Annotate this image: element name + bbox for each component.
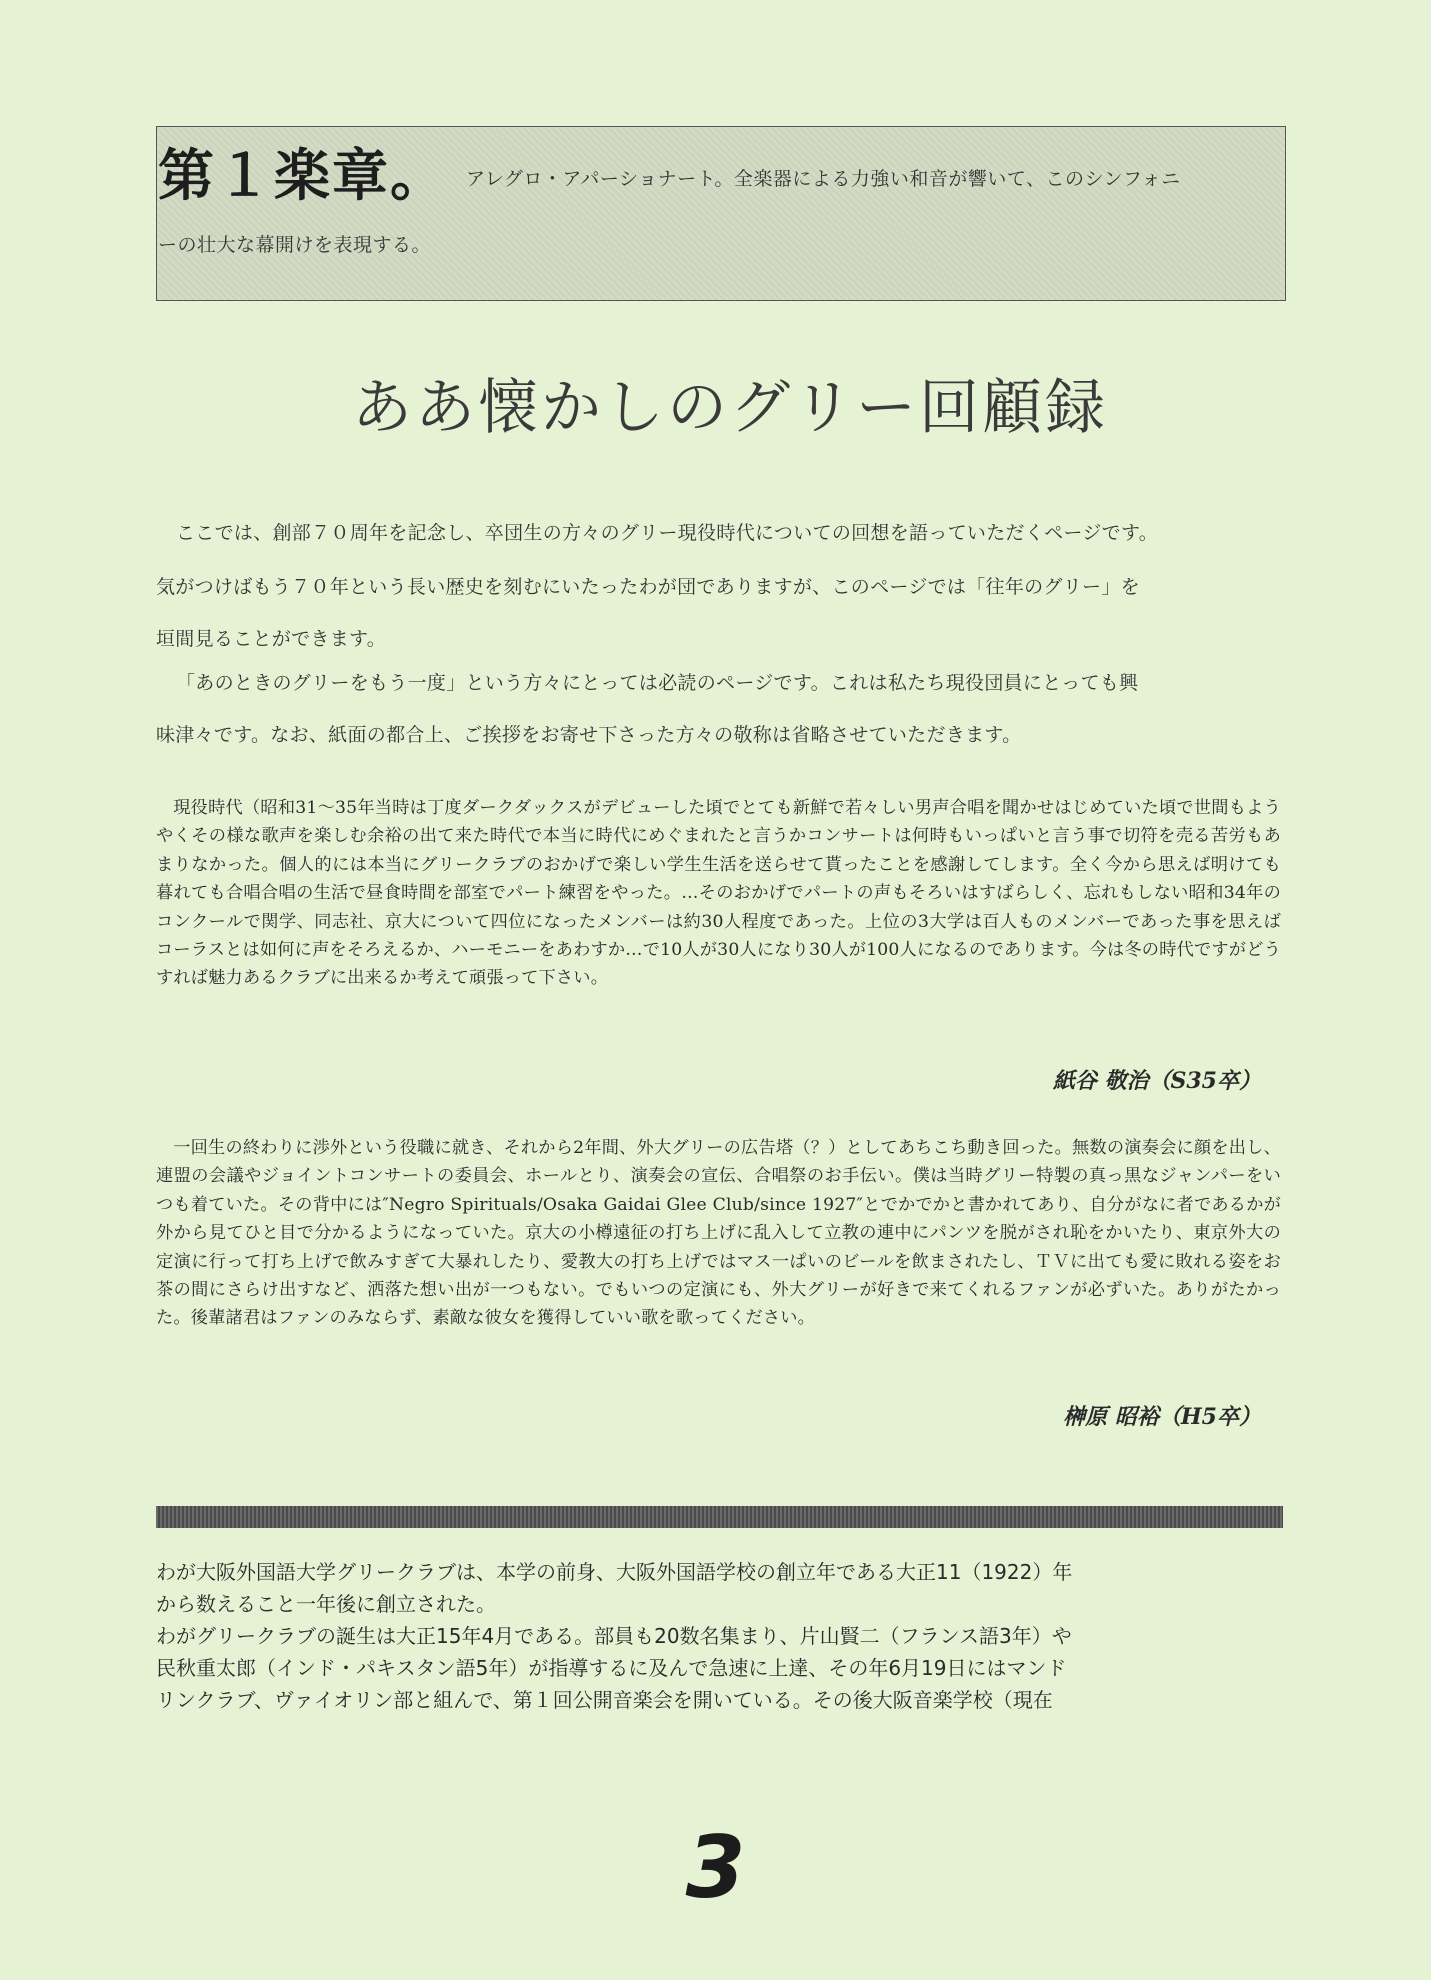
history-section — [156, 1556, 1286, 1716]
history-line: リンクラブ、ヴァイオリン部と組んで、第１回公開音楽会を開いている。その後大阪音楽学校（現在 — [156, 1688, 1053, 1712]
movement-description-line-2: ーの壮大な幕開けを表現する。 — [158, 234, 432, 256]
intro-line: ここでは、創部７０周年を記念し、卒団生の方々のグリー現役時代についての回想を語っていただくページです。 — [176, 522, 1159, 544]
intro-line: 垣間見ることができます。 — [156, 628, 387, 650]
memoir-text — [156, 794, 1281, 993]
history-line: わが大阪外国語大学グリークラブは、本学の前身、大阪外国語学校の創立年である大正11（1922）年 — [156, 1560, 1073, 1584]
memoir-author: 榊原 昭裕（H5卒） — [1063, 1404, 1261, 1430]
intro-line: 気がつけばもう７０年という長い歴史を刻むにいたったわが団でありますが、このページでは「往年のグリー」を — [156, 576, 1140, 598]
memoir-text — [156, 1134, 1281, 1333]
movement-title: 第１楽章。 — [158, 143, 448, 209]
history-line: から数えること一年後に創立された。 — [156, 1592, 496, 1616]
page-number: 3 — [685, 1818, 746, 1918]
intro-line: 味津々です。なお、紙面の都合上、ご挨拶をお寄せ下さった方々の敬称は省略させていただきます。 — [156, 724, 1022, 746]
history-line: わがグリークラブの誕生は大正15年4月である。部員も20数名集まり、片山賢二（フランス語3年）や — [156, 1624, 1072, 1648]
section-divider — [156, 1506, 1283, 1528]
movement-description-line-1: アレグロ・アパーショナート。全楽器による力強い和音が響いて、このシンフォニ — [466, 168, 1181, 190]
memoir-paragraph: 現役時代（昭和31～35年当時は丁度ダークダックスがデビューした頃でとても新鮮で若々しい男声合唱を聞かせはじめていた頃で世間もようやくその様な歌声を楽しむ余裕の出て来た時代で本当に時代にめぐまれたと言うかコンサートは何時もいっぱいと言う事で切符を売る苦労もあまりなかった。個人的には本当にグリークラブのおかげで楽しい学生生活を送らせて貰ったことを感謝してします。全く今から思えば明けても暮れても合唱合唱の生活で昼食時間を部室でパート練習をやった。…そのおかげでパートの声もそろいはすばらしく、忘れもしない昭和34年のコンクールで関学、同志社、京大について四位になったメンバーは約30人程度であった。上位の3大学は百人ものメンバーであった事を思えばコーラスとは如何に声をそろえるか、ハーモニーをあわすか…で10人が30人になり30人が100人になるのであります。今は冬の時代ですがどうすれば魅力あるクラブに出来るか考えて頑張って下さい。 — [156, 798, 1281, 989]
memoir-author: 紙谷 敬治（S35卒） — [1052, 1068, 1261, 1094]
history-line: 民秋重太郎（インド・パキスタン語5年）が指導するに及んで急速に上達、その年6月19日にはマンド — [156, 1656, 1067, 1680]
memoir-paragraph: 一回生の終わりに渉外という役職に就き、それから2年間、外大グリーの広告塔（？）としてあちこち動き回った。無数の演奏会に顔を出し、連盟の会議やジョイントコンサートの委員会、ホールとり、演奏会の宣伝、合唱祭のお手伝い。僕は当時グリー特製の真っ黒なジャンパーをいつも着ていた。その背中には″Negro Spirituals/Osaka Gaidai Glee Club/since 1927″とでかでかと書かれてあり、自分がなに者であるかが外から見てひと目で分かるようになっていた。京大の小樽遠征の打ち上げに乱入して立教の連中にパンツを脱がされ恥をかいたり、東京外大の定演に行って打ち上げで飲みすぎて大暴れしたり、愛教大の打ち上げではマス一ぱいのビールを飲まされたし、ＴＶに出ても愛に敗れる姿をお茶の間にさらけ出すなど、洒落た想い出が一つもない。でもいつの定演にも、外大グリーが好きで来てくれるファンが必ずいた。ありがたかった。後輩諸君はファンのみならず、素敵な彼女を獲得していい歌を歌ってください。 — [156, 1138, 1281, 1329]
page-title: ああ懐かしのグリー回顧録 — [352, 373, 1108, 443]
intro-line: 「あのときのグリーをもう一度」という方々にとっては必読のページです。これは私たち現役団員にとっても興 — [176, 672, 1139, 694]
